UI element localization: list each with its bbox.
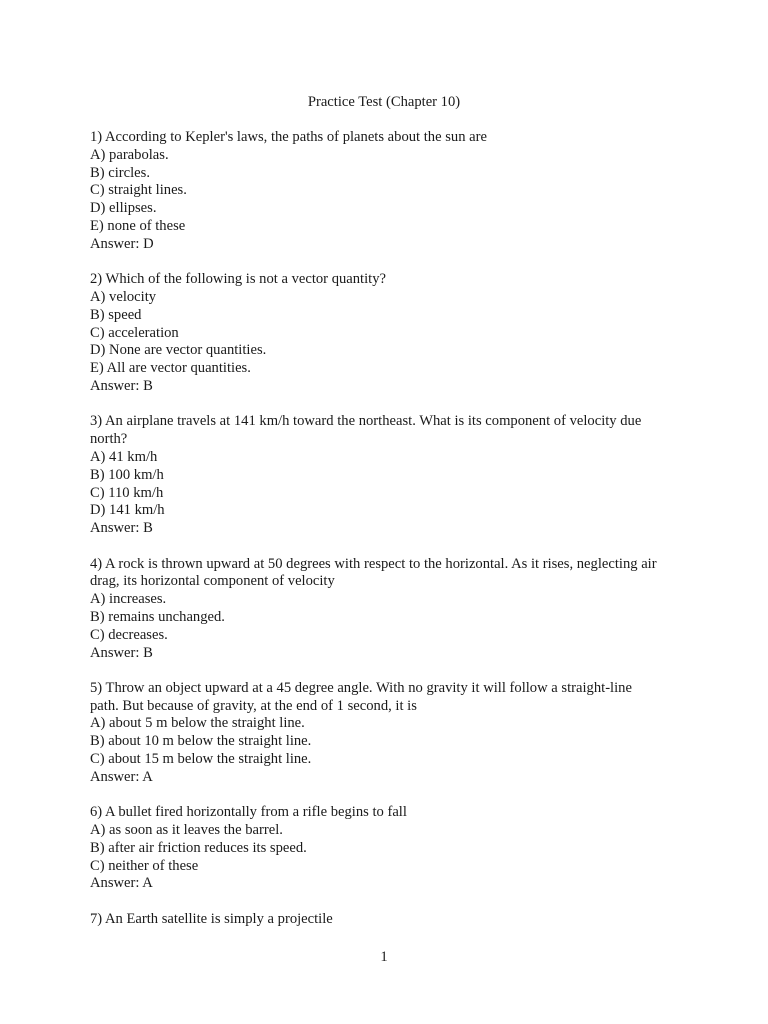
page-number: 1	[380, 949, 388, 965]
question-list	[90, 129, 690, 946]
answer-option: B) remains unchanged.	[90, 608, 225, 625]
question-2	[90, 271, 690, 396]
page-title: Practice Test (Chapter 10)	[307, 94, 461, 110]
answer-key: Answer: B	[90, 644, 153, 661]
answer-option: B) 100 km/h	[90, 466, 164, 483]
question-5	[90, 680, 690, 787]
answer-option: B) about 10 m below the straight line.	[90, 733, 312, 750]
question-text: 5) Throw an object upward at a 45 degree angle. With no gravity it will follow a straight-line	[90, 679, 632, 696]
answer-option: E) All are vector quantities.	[90, 360, 251, 377]
question-text: 6) A bullet fired horizontally from a rifle begins to fall	[90, 804, 407, 821]
answer-option: A) 41 km/h	[90, 448, 158, 465]
answer-option: C) neither of these	[90, 857, 199, 874]
answer-option: B) speed	[90, 306, 142, 323]
question-text: 2) Which of the following is not a vector quantity?	[90, 271, 386, 288]
question-6	[90, 804, 690, 893]
answer-option: E) none of these	[90, 217, 186, 234]
answer-key: Answer: B	[90, 377, 153, 394]
answer-option: A) velocity	[90, 288, 157, 305]
answer-key: Answer: D	[90, 235, 154, 252]
question-text: path. But because of gravity, at the end of 1 second, it is	[90, 697, 417, 714]
answer-option: C) decreases.	[90, 626, 168, 643]
question-text: 1) According to Kepler's laws, the paths of planets about the sun are	[90, 129, 487, 145]
answer-option: C) 110 km/h	[90, 484, 164, 501]
question-text: 4) A rock is thrown upward at 50 degrees with respect to the horizontal. As it rises, neglecting air	[90, 555, 657, 572]
answer-key: Answer: B	[90, 520, 153, 537]
question-text: 7) An Earth satellite is simply a projectile	[90, 910, 333, 927]
answer-key: Answer: A	[90, 768, 153, 785]
question-text: drag, its horizontal component of velocity	[90, 573, 335, 590]
answer-option: A) increases.	[90, 591, 167, 608]
question-text: 3) An airplane travels at 141 km/h toward the northeast. What is its component of velocity due	[90, 413, 642, 430]
answer-option: A) about 5 m below the straight line.	[90, 715, 305, 732]
answer-option: B) after air friction reduces its speed.	[90, 839, 307, 856]
answer-option: D) ellipses.	[90, 200, 157, 217]
answer-option: C) about 15 m below the straight line.	[90, 751, 312, 768]
question-4	[90, 556, 690, 663]
answer-option: C) acceleration	[90, 324, 179, 341]
answer-option: C) straight lines.	[90, 182, 187, 199]
answer-option: A) as soon as it leaves the barrel.	[90, 822, 283, 839]
answer-option: A) parabolas.	[90, 146, 169, 163]
answer-option: D) 141 km/h	[90, 502, 165, 519]
answer-option: D) None are vector quantities.	[90, 342, 267, 359]
question-7	[90, 911, 690, 929]
question-text: north?	[90, 431, 128, 448]
answer-key: Answer: A	[90, 875, 153, 892]
question-3	[90, 413, 690, 538]
question-1	[90, 129, 690, 254]
answer-option: B) circles.	[90, 164, 150, 181]
